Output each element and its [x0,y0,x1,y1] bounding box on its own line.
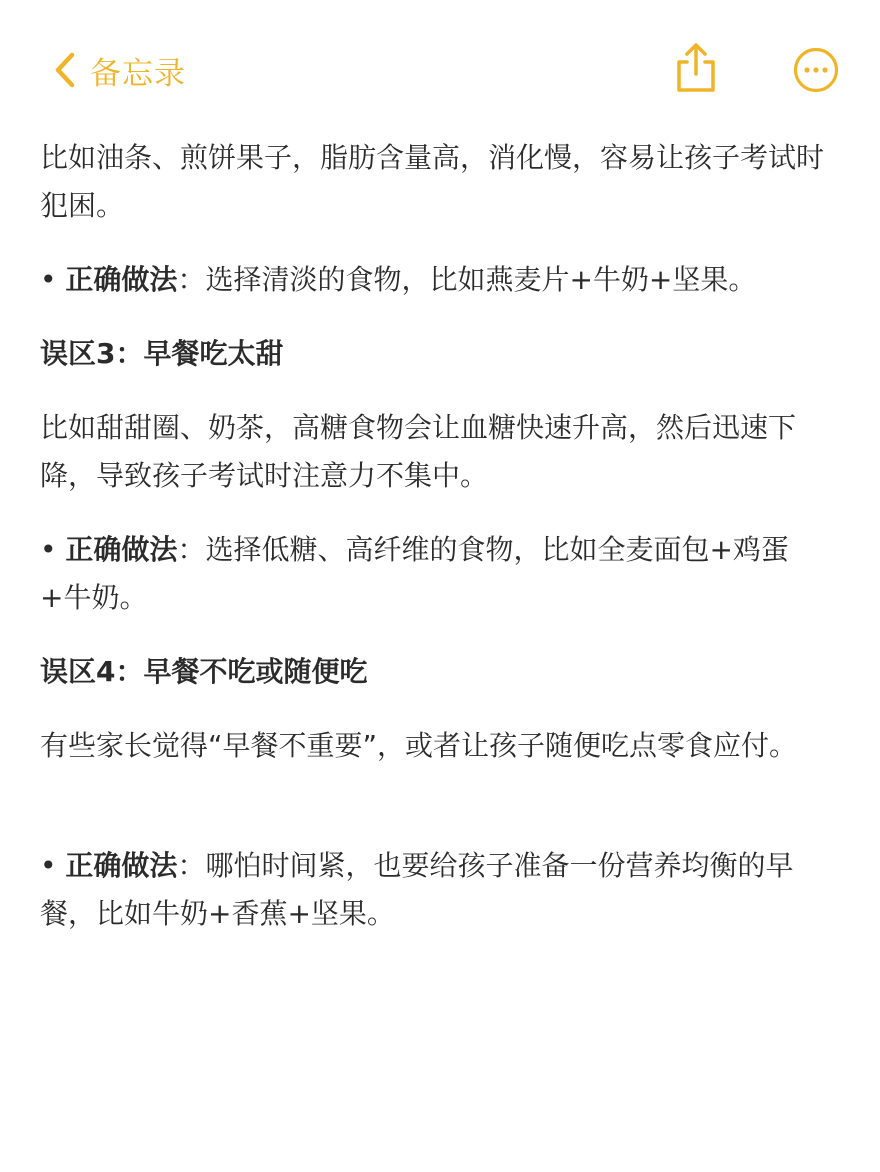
bullet-text: ：选择低糖、高纤维的食物，比如全麦面包+鸡蛋+牛奶。 [40,533,789,614]
bullet-label: 正确做法 [65,263,178,296]
bullet-item [40,842,840,938]
bullet-mark: • [40,533,66,566]
bullet-label: 正确做法 [65,533,178,566]
back-label: 备忘录 [90,55,186,92]
navigation-bar [0,0,880,130]
section-heading: 误区3：早餐吃太甜 [40,337,284,370]
bullet-item [40,526,840,622]
bullet-text: ：选择清淡的食物，比如燕麦片+牛奶+坚果。 [177,263,757,296]
bullet-label: 正确做法 [65,849,178,882]
section-heading: 误区4：早餐不吃或随便吃 [40,655,368,688]
back-button[interactable] [54,48,186,92]
share-button[interactable] [672,40,720,96]
share-icon [672,40,720,96]
paragraph: 比如甜甜圈、奶茶，高糖食物会让血糖快速升高，然后迅速下降，导致孩子考试时注意力不集中。 [40,411,797,492]
bullet-mark: • [40,849,66,882]
more-icon [792,46,840,94]
note-body[interactable] [40,134,840,964]
bullet-mark: • [40,263,66,296]
chevron-left-icon [54,52,76,88]
bullet-item [40,256,840,304]
paragraph: 有些家长觉得“早餐不重要”，或者让孩子随便吃点零食应付。 [40,729,798,762]
more-button[interactable] [792,46,840,94]
bullet-text: ：哪怕时间紧，也要给孩子准备一份营养均衡的早餐，比如牛奶+香蕉+坚果。 [40,849,794,930]
paragraph: 比如油条、煎饼果子，脂肪含量高，消化慢，容易让孩子考试时犯困。 [40,141,825,222]
